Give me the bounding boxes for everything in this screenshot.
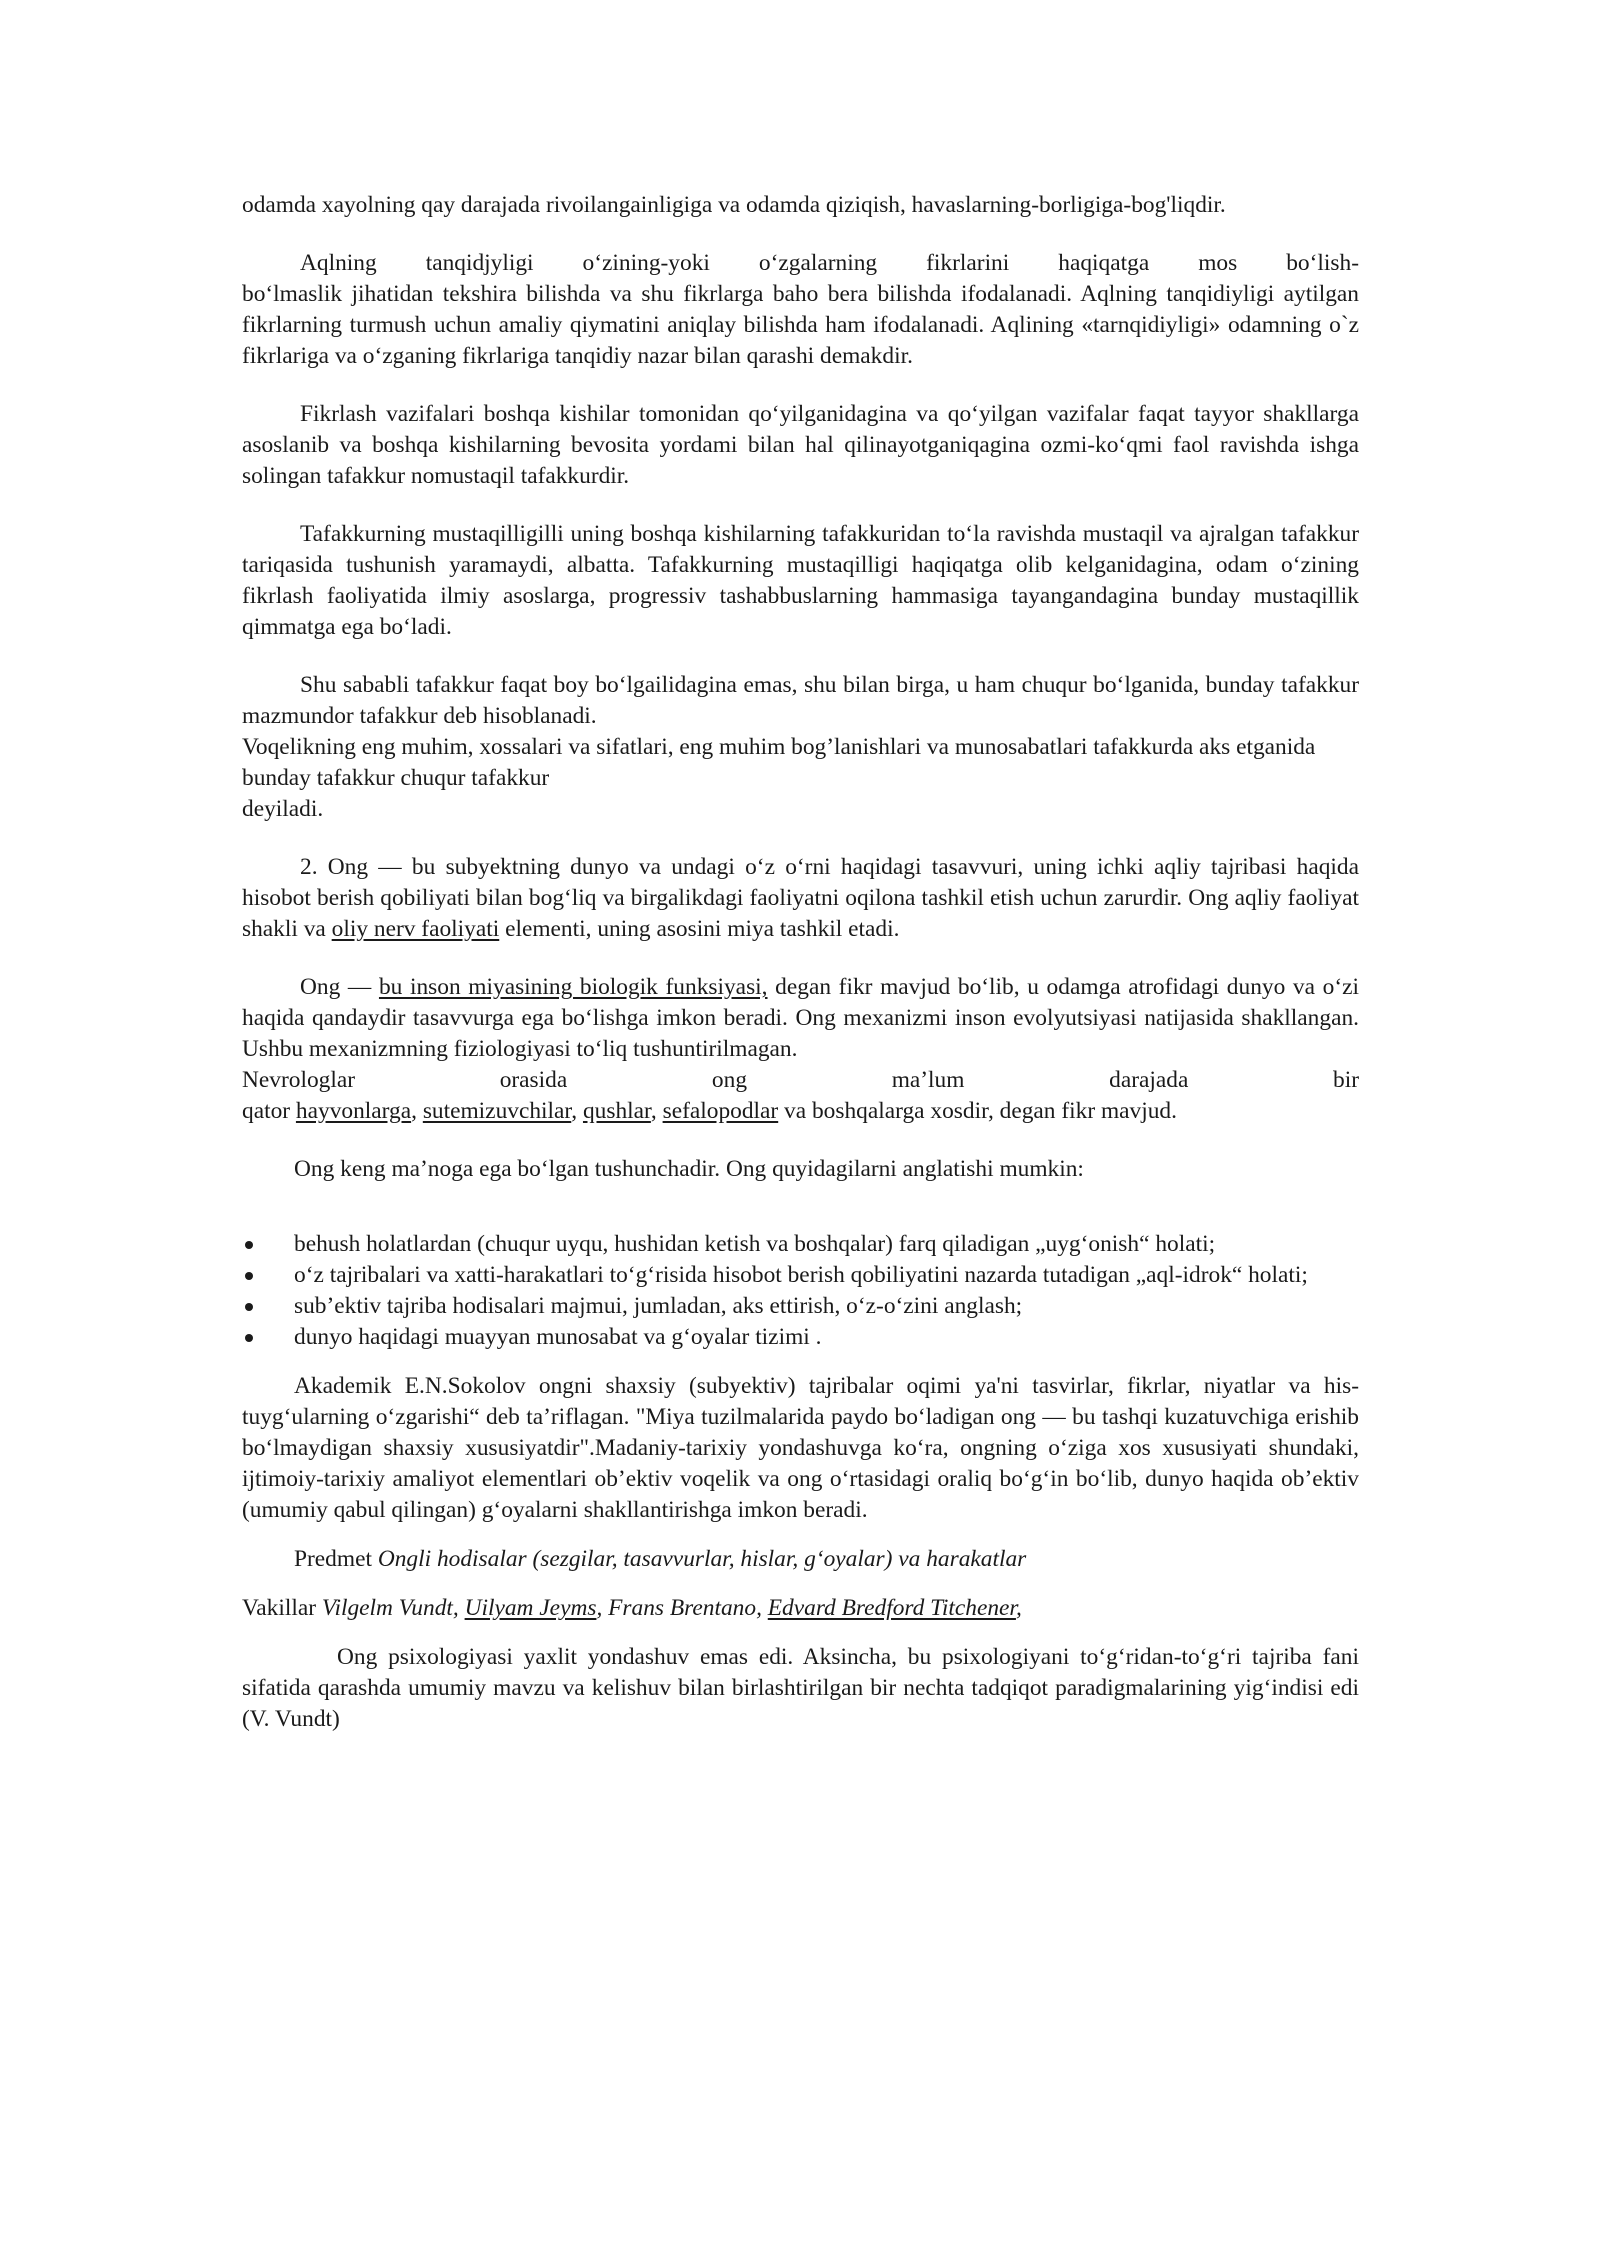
- bullet-icon: [245, 1272, 253, 1280]
- link-animals[interactable]: hayvonlarga: [295, 1098, 412, 1124]
- paragraph-imagination: odamda xayolning qay darajada rivoilangainligiga va odamda qiziqish, havaslarning-borligiga-bog'liqdir.: [242, 192, 1226, 218]
- link-william-james[interactable]: Uilyam Jeyms: [464, 1595, 597, 1621]
- paragraph-criticality-line1: Aqlning tanqidjyligi o‘zining-yoki o‘zgalarning fikrlarini haqiqatga mos bo‘lish-: [300, 250, 1359, 276]
- text-span: degan fikr mavjud bo‘lib, u odamga atrofidagi dunyo va o‘zi haqida qandaydir tasavvurga ega bo‘lishga imkon beradi. Ong mexanizmi inson evolyutsiyasi natijasida shakllangan. Ushbu mexanizmning fiziologiyasi to‘liq tushuntirilmagan.: [242, 974, 1360, 1062]
- list-item-text: sub’ektiv tajriba hodisalari majmui, jumladan, aks ettirish, o‘z-o‘zini anglash;: [294, 1293, 1023, 1319]
- list-item: [242, 1229, 1359, 1260]
- paragraph-criticality: bo‘lmaslik jihatidan tekshira bilishda va shu fikrlarga baho bera bilishda ifodalanadi. Aqlning tanqidiyligi aytilgan fikrlarning turmush uchun amaliy qiymatini aniqlay bilishda ham ifodalanadi. Aqlining «tarnqidiyligi» odamning o`z fikrlariga va o‘zganing fikrlariga tanqidiy nazar bilan qarashi demakdir.: [242, 281, 1359, 369]
- link-biological-function[interactable]: bu inson miyasining biologik funksiyasi,: [378, 974, 768, 1000]
- list-item-text: o‘z tajribalari va xatti-harakatlari to‘g‘risida hisobot berish qobiliyatini nazarda tutadigan „aql-idrok“ holati;: [294, 1262, 1308, 1288]
- link-titchener[interactable]: Edvard Bredford Titchener: [767, 1595, 1016, 1621]
- text-span: elementi, uning asosini miya tashkil etadi.: [499, 916, 900, 942]
- subject-value: Ongli hodisalar (sezgilar, tasavvurlar, hislar, g‘oyalar) va harakatlar: [377, 1546, 1027, 1572]
- paragraph-independence: Tafakkurning mustaqilligilli uning boshqa kishilarning tafakkuridan to‘la ravishda mustaqil va ajralgan tafakkur tariqasida tushunish yaramaydi, albatta. Tafakkurning mustaqilligi haqiqatga olib kelganidagina, odam o‘zining fikrlash faoliyatida ilmiy asoslarga, progressiv tashabbuslarning hammasiga tayangandagina bunday mustaqillik qimmatga ega bo‘ladi.: [242, 521, 1359, 640]
- paragraph-consciousness-psychology: Ong psixologiyasi yaxlit yondashuv emas edi. Aksincha, bu psixologiyani to‘g‘ridan-to‘g‘ri tajriba fani sifatida qarashda umumiy mavzu va kelishuv bilan birlashtirilgan bir nechta tadqiqot paradigmalarining yig‘indisi edi (V. Vundt): [242, 1644, 1359, 1732]
- paragraph-neurologists-line: Nevrologlar orasida ong ma’lum darajada bir: [242, 1067, 1359, 1093]
- text-span: qator: [242, 1098, 296, 1124]
- paragraph-depth-end: deyiladi.: [242, 796, 324, 822]
- separator: ,: [1015, 1595, 1022, 1621]
- list-item: [242, 1322, 1359, 1353]
- paragraph-subject: [242, 1544, 1359, 1575]
- paragraph-consciousness-definition: [242, 852, 1359, 945]
- document-page: [242, 190, 1359, 1735]
- name-vundt: Vilgelm Vundt,: [321, 1595, 465, 1621]
- link-mammals[interactable]: sutemizuvchilar: [422, 1098, 572, 1124]
- text-span: 2. Ong — bu subyektning dunyo va undagi o‘z o‘rni haqidagi tasavvuri, uning ichki aqliy tajribasi haqida hisobot berish qobiliyati bilan bog‘liq va birgalikdagi faoliyatni oqilona tashkil etish uchun zarurdir. Ong aqliy faoliyat shakli va: [242, 854, 1359, 942]
- bullet-icon: [245, 1334, 253, 1342]
- paragraph-animals: [242, 1096, 1359, 1127]
- name-brentano: , Frans Brentano,: [596, 1595, 768, 1621]
- list-item-text: behush holatlardan (chuqur uyqu, hushidan ketish va boshqalar) farq qiladigan „uyg‘onish“ holati;: [294, 1231, 1216, 1257]
- link-birds[interactable]: qushlar: [582, 1098, 651, 1124]
- paragraph-depth: Shu sababli tafakkur faqat boy bo‘lgailidagina emas, shu bilan birga, u ham chuqur bo‘lganida, bunday tafakkur mazmundor tafakkur deb hisoblanadi.: [242, 672, 1359, 729]
- paragraph-representatives: [242, 1593, 1359, 1624]
- bullet-icon: [245, 1303, 253, 1311]
- paragraph-brain-function: [242, 972, 1359, 1065]
- text-span: va boshqalarga xosdir, degan fikr mavjud.: [778, 1098, 1177, 1124]
- paragraph-sokolov: Akademik E.N.Sokolov ongni shaxsiy (subyektiv) tajribalar oqimi ya'ni tasvirlar, fikrlar, niyatlar va his-tuyg‘ularning o‘zgarishi“ deb ta’riflagan. "Miya tuzilmalarida paydo bo‘ladigan ong — bu tashqi kuzatuvchiga erishib bo‘lmaydigan shaxsiy xususiyatdir".Madaniy-tarixiy yondashuvga ko‘ra, ongning o‘ziga xos xususiyati shundaki, ijtimoiy-tarixiy amaliyot elementlari ob’ektiv voqelik va ong o‘rtasidagi oraliq bo‘g‘in bo‘lib, dunyo haqida ob’ektiv (umumiy qabul qilingan) g‘oyalarni shakllantirishga imkon beradi.: [242, 1373, 1359, 1523]
- representatives-label: Vakillar: [242, 1595, 322, 1621]
- consciousness-meanings-list: [242, 1229, 1359, 1353]
- list-item-text: dunyo haqidagi muayyan munosabat va g‘oyalar tizimi .: [294, 1324, 822, 1350]
- link-higher-nervous-activity[interactable]: oliy nerv faoliyati: [331, 916, 500, 942]
- paragraph-depth-definition: Voqelikning eng muhim, xossalari va sifatlari, eng muhim bog’lanishlari va munosabatlari tafakkurda aks etganida bunday tafakkur chuqur tafakkur: [242, 734, 1316, 791]
- separator: ,: [650, 1098, 663, 1124]
- subject-label: Predmet: [294, 1546, 378, 1572]
- paragraph-dependent-thinking: Fikrlash vazifalari boshqa kishilar tomonidan qo‘yilganidagina va qo‘yilgan vazifalar faqat tayyor shakllarga asoslanib va boshqa kishilarning bevosita yordami bilan hal qilinayotganiqagina ozmi-ko‘qmi faol ravishda ishga solingan tafakkur nomustaqil tafakkurdir.: [242, 401, 1359, 489]
- list-item: [242, 1260, 1359, 1291]
- paragraph-broad-concept: Ong keng ma’noga ega bo‘lgan tushunchadir. Ong quyidagilarni anglatishi mumkin:: [294, 1156, 1084, 1182]
- list-item: [242, 1291, 1359, 1322]
- bullet-icon: [245, 1241, 253, 1249]
- separator: ,: [571, 1098, 583, 1124]
- link-cephalopods[interactable]: sefalopodlar: [662, 1098, 779, 1124]
- separator: ,: [411, 1098, 423, 1124]
- text-span: Ong —: [300, 974, 379, 1000]
